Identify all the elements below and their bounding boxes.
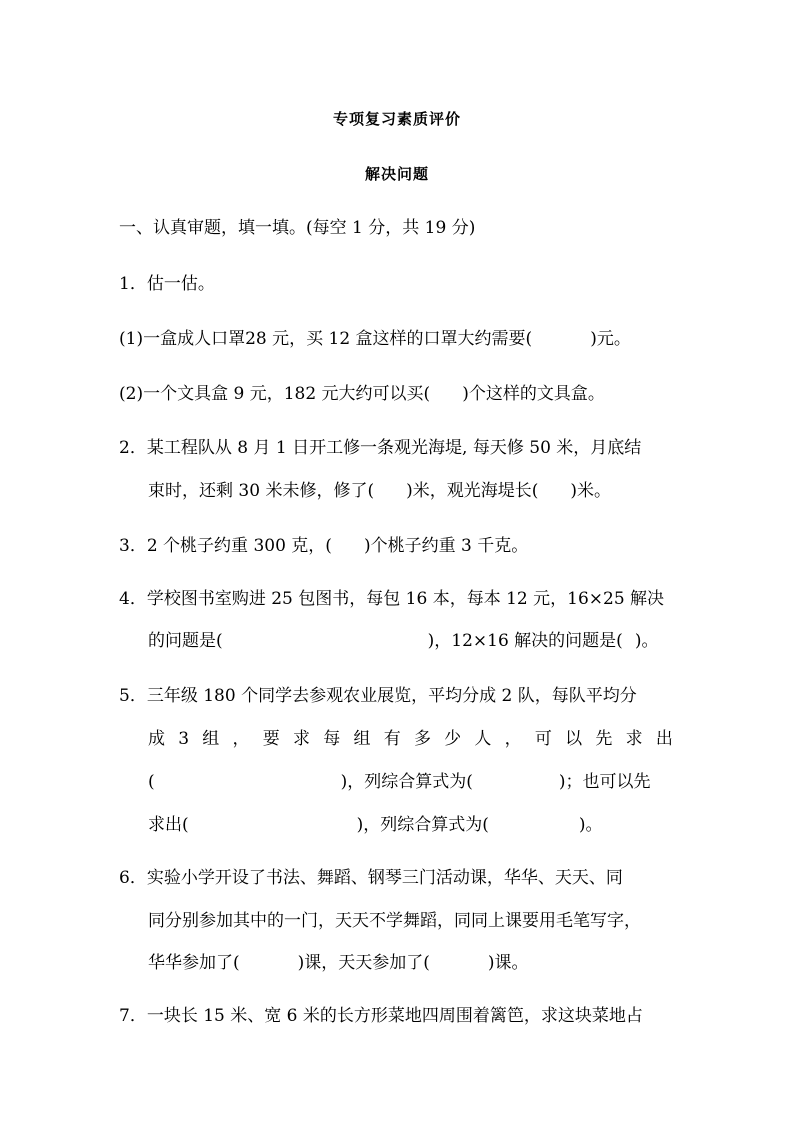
q5-l3-text-a: (: [148, 772, 155, 792]
section-heading: 一、认真审题，填一填。(每空 1 分，共 19 分): [119, 218, 476, 238]
q5-line-2-char: 出: [655, 729, 673, 749]
q5-l3-text-c: )；也可以先: [558, 772, 651, 792]
question-6-line-2: 同分别参加其中的一门，天天不学舞蹈，同同上课要用毛笔写字，: [148, 911, 641, 931]
q5-l3-text-b: )，列综合算式为(: [340, 772, 473, 792]
q5-l4-text-b: )，列综合算式为(: [356, 815, 489, 835]
q1-p2-text-b: )个这样的文具盒。: [462, 384, 605, 404]
q5-line-2-char: 要: [262, 729, 280, 749]
q5-line-2-char: 以: [565, 729, 583, 749]
q6-text-c: )课。: [487, 953, 529, 973]
question-5-line-3: [148, 770, 651, 794]
question-1-stem: 1．估一估。: [119, 274, 215, 294]
q3-text-a: 3．2 个桃子约重 300 克，(: [119, 536, 332, 556]
question-4-line-1: 4．学校图书室购进 25 包图书，每包 16 本，每本 12 元，16×25 解决: [119, 589, 665, 609]
q4-text-c: )。: [634, 631, 659, 651]
q5-l4-text-c: )。: [578, 815, 603, 835]
q2-text-c: )米。: [570, 481, 611, 501]
q6-text-b: )课，天天参加了(: [297, 953, 430, 973]
q4-text-a: 的问题是(: [148, 631, 223, 651]
question-2-line-1: 2．某工程队从 8 月 1 日开工修一条观光海堤, 每天修 50 米，月底结: [119, 438, 642, 458]
q5-l4-text-a: 求出(: [148, 815, 189, 835]
q1-p1-text-b: )元。: [590, 329, 631, 349]
q5-line-2-char: 少: [444, 729, 462, 749]
question-6-line-1: 6．实验小学开设了书法、舞蹈、钢琴三门活动课，华华、天天、同: [119, 868, 623, 888]
q5-line-2-char: 成: [148, 729, 165, 749]
q3-text-b: )个桃子约重 3 千克。: [363, 536, 529, 556]
question-6-line-3: [148, 951, 529, 975]
question-4-line-2: [148, 629, 658, 653]
q5-line-2-char: 多: [413, 729, 431, 749]
q5-line-2-char: 先: [595, 729, 613, 749]
q6-text-a: 华华参加了(: [148, 953, 240, 973]
q5-line-2-char: ，: [232, 729, 250, 749]
question-2-line-2: [148, 479, 611, 503]
q5-line-2-char: 可: [534, 729, 552, 749]
q5-line-2-char: 每: [323, 729, 341, 749]
page-title: 专项复习素质评价: [332, 110, 461, 128]
q2-text-a: 束时，还剩 30 米未修，修了(: [148, 481, 375, 501]
q1-p1-text-a: (1)一盒成人口罩28 元，买 12 盒这样的口罩大约需要(: [119, 329, 533, 349]
question-7-line-1: 7．一块长 15 米、宽 6 米的长方形菜地四周围着篱笆，求这块菜地占: [119, 1006, 643, 1026]
q5-line-2-char: 求: [293, 729, 310, 749]
question-1-part-2: [119, 382, 605, 406]
page-subtitle: 解决问题: [364, 165, 429, 183]
q4-text-b: )，12×16 解决的问题是(: [427, 631, 623, 651]
q5-line-2-char: 组: [353, 729, 371, 749]
q5-line-2-char: 有: [383, 729, 401, 749]
q5-line-2-char: ，: [504, 729, 522, 749]
question-5-line-2: [148, 727, 673, 751]
question-5-line-1: 5．三年级 180 个同学去参观农业展览，平均分成 2 队，每队平均分: [119, 686, 637, 706]
q5-line-2-char: 求: [625, 729, 643, 749]
q1-p2-text-a: (2)一个文具盒 9 元，182 元大约可以买(: [119, 384, 431, 404]
question-1-part-1: [119, 327, 631, 351]
question-5-line-4: [148, 813, 603, 837]
question-3: [119, 534, 528, 558]
q5-line-2-char: 人: [474, 729, 492, 749]
q5-line-2-char: 组: [202, 729, 220, 749]
q5-line-2-char: 3: [178, 729, 190, 749]
q2-text-b: )米，观光海堤长(: [406, 481, 539, 501]
